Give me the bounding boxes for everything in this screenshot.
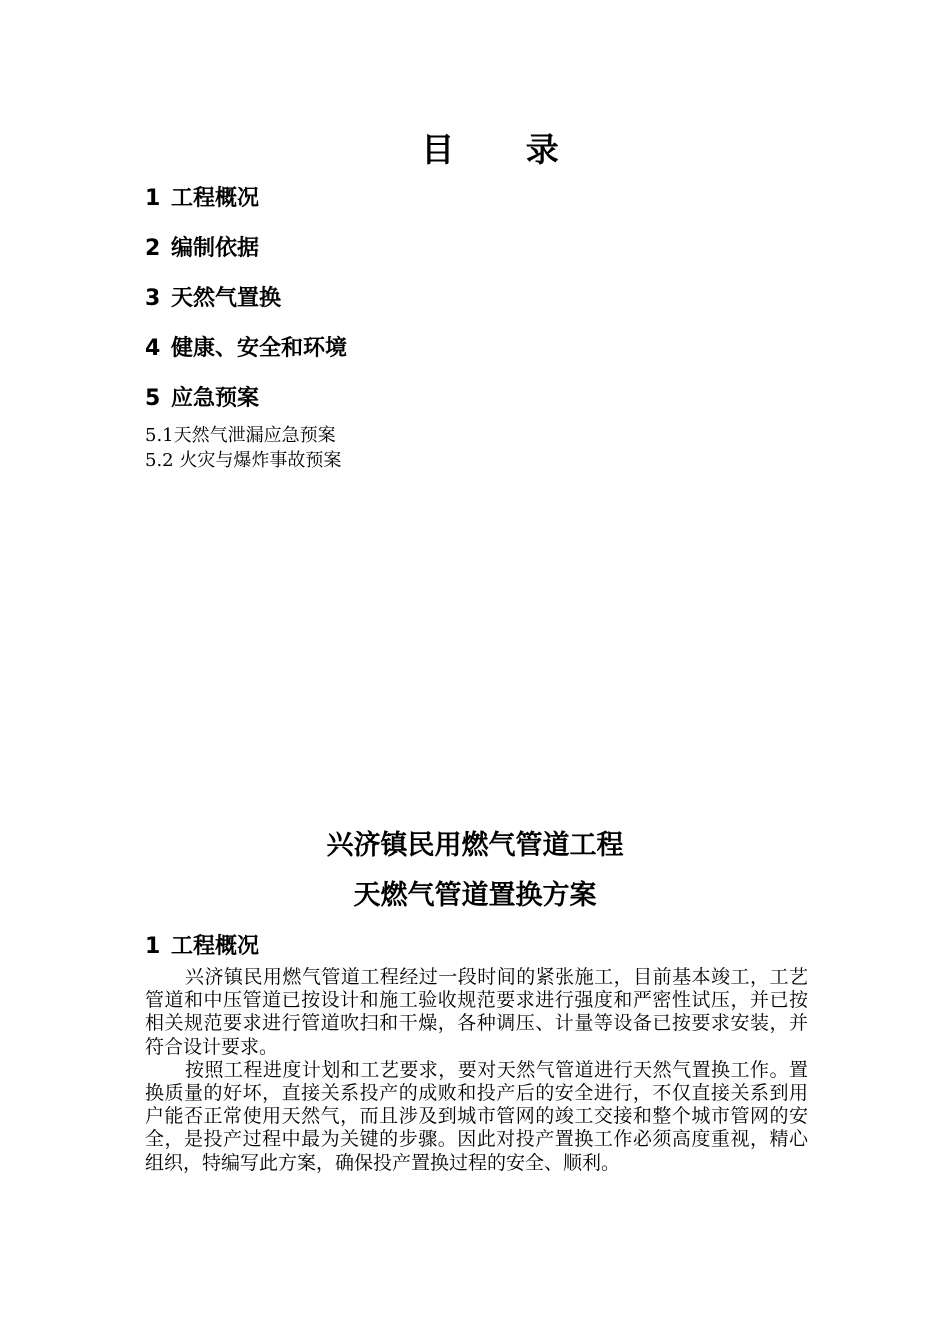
section-body xyxy=(145,966,808,1175)
toc-item-number: 3 xyxy=(145,286,161,311)
toc-subitem: 5.1天然气泄漏应急预案 xyxy=(145,425,336,446)
section-heading xyxy=(145,930,259,964)
toc-list xyxy=(145,182,347,432)
toc-item-label: 天然气置换 xyxy=(171,286,282,311)
section-number: 1 xyxy=(145,934,161,959)
toc-item-number: 5 xyxy=(145,386,161,411)
toc-item xyxy=(145,332,347,366)
toc-item-label: 应急预案 xyxy=(171,386,260,411)
toc-item xyxy=(145,382,347,416)
body-paragraph: 兴济镇民用燃气管道工程经过一段时间的紧张施工，目前基本竣工，工艺管道和中压管道已按设计和施工验收规范要求进行强度和严密性试压，并已按相关规范要求进行管道吹扫和干燥，各种调压、计量等设备已按要求安装，并符合设计要求。 xyxy=(145,966,808,1058)
toc-sublist xyxy=(145,423,341,473)
toc-subitem: 5.2 火灾与爆炸事故预案 xyxy=(145,450,342,471)
toc-title: 目 录 xyxy=(421,130,589,169)
toc-item-label: 编制依据 xyxy=(171,236,260,261)
toc-item xyxy=(145,282,347,316)
toc-item-label: 健康、安全和环境 xyxy=(171,336,348,361)
toc-item-label: 工程概况 xyxy=(171,186,260,211)
toc-item xyxy=(145,232,347,266)
toc-item-number: 2 xyxy=(145,236,161,261)
document-title: 兴济镇民用燃气管道工程 xyxy=(326,830,624,861)
toc-item xyxy=(145,182,347,216)
section-title: 工程概况 xyxy=(171,934,260,959)
body-paragraph: 按照工程进度计划和工艺要求，要对天然气管道进行天然气置换工作。置换质量的好坏，直接关系投产的成败和投产后的安全进行，不仅直接关系到用户能否正常使用天然气，而且涉及到城市管网的竣工交接和整个城市管网的安全，是投产过程中最为关键的步骤。因此对投产置换工作必须高度重视，精心组织，特编写此方案，确保投产置换过程的安全、顺利。 xyxy=(145,1058,808,1174)
toc-item-number: 4 xyxy=(145,336,161,361)
toc-item-number: 1 xyxy=(145,186,161,211)
document-subtitle: 天燃气管道置换方案 xyxy=(353,880,597,911)
